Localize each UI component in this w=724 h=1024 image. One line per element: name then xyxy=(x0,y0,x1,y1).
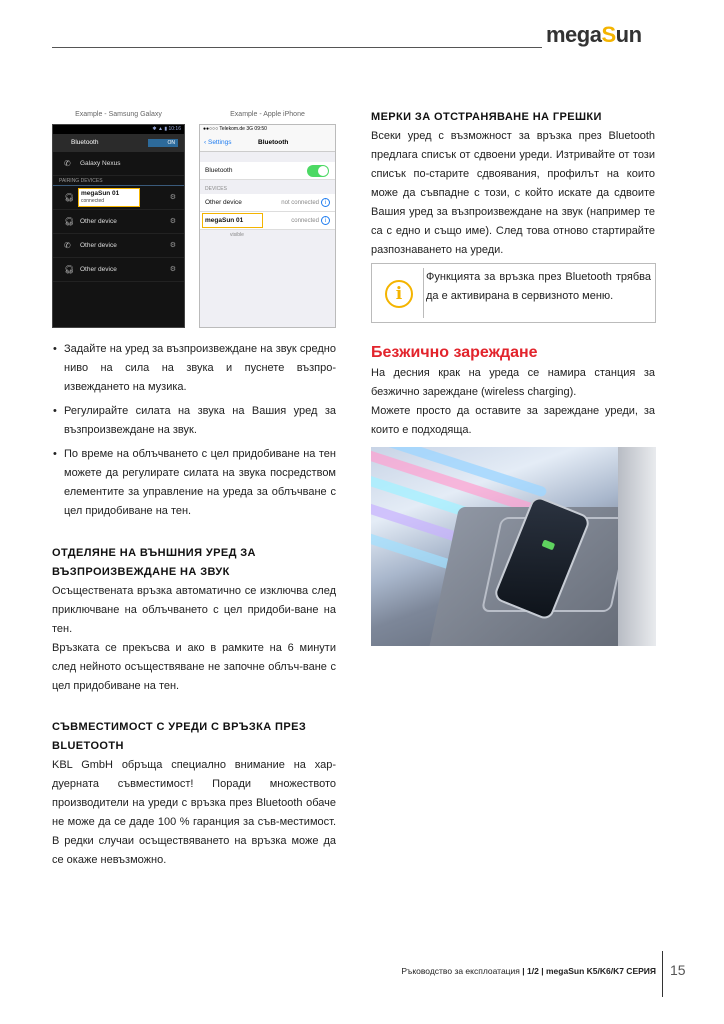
page-number: 15 xyxy=(670,962,686,978)
samsung-paired-row xyxy=(53,186,184,210)
footer-rule xyxy=(662,951,663,997)
iphone-other-device: Other device not connected i xyxy=(200,194,335,212)
paragraph: Можете просто да оставите за зареждане уреди, за които е подходяща. xyxy=(371,405,655,436)
bluetooth-toggle xyxy=(307,165,329,177)
samsung-device-row: ✆ Galaxy Nexus xyxy=(53,152,184,176)
settings-sliders-icon: ⚙ xyxy=(169,266,176,273)
samsung-other-row: 🎧︎ Other device ⚙ xyxy=(53,210,184,234)
note-icon-box xyxy=(376,268,424,318)
info-icon: i xyxy=(385,280,413,308)
caption-samsung: Example - Samsung Galaxy xyxy=(75,111,162,118)
headphones-icon: 🎧︎ xyxy=(64,265,75,274)
heading-disconnect: ОТДЕЛЯНЕ НА ВЪНШНИЯ УРЕД ЗА ВЪЗПРОИЗВЕЖДАНЕ НА ЗВУК xyxy=(52,547,256,578)
battery-icon xyxy=(541,539,555,550)
section-compatibility xyxy=(52,718,336,870)
section-disconnect xyxy=(52,544,336,696)
paragraph: Осъществената връзка автоматично се изключва след приключване на облъчването с цел придоби-ване на тен. xyxy=(52,585,336,635)
instructions-list xyxy=(52,340,336,526)
paragraph: Връзката се прекъсва и ако в рамките на 6 минути след нейното осъществяване не започне облъч-ване с цел придобиване на тен. xyxy=(52,642,336,692)
headphones-icon: 🎧︎ xyxy=(64,193,75,202)
samsung-status-bar: ✱ ▲ ▮ 10:16 xyxy=(53,125,184,134)
settings-sliders-icon: ⚙ xyxy=(169,194,176,201)
section-troubleshooting xyxy=(371,108,655,260)
samsung-switch: ON xyxy=(148,139,178,147)
samsung-other-row: ✆ Other device ⚙ xyxy=(53,234,184,258)
iphone-visible-label: visible xyxy=(230,232,244,238)
header-rule xyxy=(52,47,542,48)
info-note xyxy=(371,263,656,323)
heading-wireless-charging: Безжично зареждане xyxy=(371,344,538,361)
iphone-devices-section: DEVICES xyxy=(205,186,227,192)
phone-icon: ✆ xyxy=(64,241,71,250)
footer-text: Ръководство за експлоатация | 1/2 | megaSun K5/K6/K7 СЕРИЯ xyxy=(401,966,656,976)
paragraph: На десния крак на уреда се намира станция за безжично зареждане (wireless charging). xyxy=(371,367,655,398)
back-link: ‹ Settings xyxy=(204,139,232,146)
samsung-bluetooth-screenshot xyxy=(52,124,185,328)
paragraph: Всеки уред с възможност за връзка през Bluetooth предлага списък от сдвоени уреди. Изтривайте от този списък по-старите сдвоявания, профилът на които може да съвпадне с този, с който искате да сдвоите Вашия уред за възпроизвеждане на звук (например те са с едно и също име). След това отново стартирайте разпознаването на уреди. xyxy=(371,130,655,256)
device-leg xyxy=(618,447,656,646)
settings-sliders-icon: ⚙ xyxy=(169,218,176,225)
info-icon: i xyxy=(321,216,330,225)
list-item: • Регулирайте силата на звука на Вашия уред за възпроизвеждане на звук. xyxy=(52,402,336,440)
caption-iphone: Example - Apple iPhone xyxy=(230,111,305,118)
samsung-title-bar: Bluetooth ON xyxy=(53,134,184,152)
phone-icon: ✆ xyxy=(64,159,71,168)
heading-compatibility: СЪВМЕСТИМОСТ С УРЕДИ С ВРЪЗКА ПРЕЗ BLUETOOTH xyxy=(52,721,307,752)
list-item: • По време на облъчването с цел придобиване на тен можете да регулирате силата на звука посредством елементите за управление на уреда за облъчване с цел придобиване на тен. xyxy=(52,445,336,521)
wireless-charging-photo xyxy=(371,447,656,646)
samsung-section-label: PAIRING DEVICES xyxy=(53,176,184,186)
list-item: • Задайте на уред за възпроизвеждане на звук средно ниво на сила на звука и пуснете възпро-извеждането на музика. xyxy=(52,340,336,397)
iphone-bluetooth-cell: Bluetooth xyxy=(200,162,335,180)
megasun-logo: megaSun xyxy=(546,22,642,47)
info-icon: i xyxy=(321,198,330,207)
iphone-mega-device: megaSun 01 connected i xyxy=(200,212,335,230)
note-text: Функцията за връзка през Bluetooth трябва да е активирана в сервизното меню. xyxy=(426,271,651,302)
iphone-status-bar: ●●○○○ Telekom.de 3G 09:50 xyxy=(200,125,335,134)
section-wireless xyxy=(371,342,655,440)
samsung-other-row: 🎧︎ Other device ⚙ xyxy=(53,258,184,282)
iphone-nav-bar: ‹ Settings Bluetooth xyxy=(200,134,335,152)
headphones-icon: 🎧︎ xyxy=(64,217,75,226)
samsung-highlight: megaSun 01 connected xyxy=(78,188,140,207)
iphone-bluetooth-screenshot xyxy=(199,124,336,328)
settings-sliders-icon: ⚙ xyxy=(169,242,176,249)
heading-troubleshooting: МЕРКИ ЗА ОТСТРАНЯВАНЕ НА ГРЕШКИ xyxy=(371,111,602,123)
paragraph: KBL GmbH обръща специално внимание на хар-дуерната съвместимост! Поради множеството производители на уреди с връзка през Bluetooth обаче не може да се даде 100 % гаранция за съв-местимост. В редки случаи осъществяването на връзка може да се окаже невъзможно. xyxy=(52,759,336,866)
